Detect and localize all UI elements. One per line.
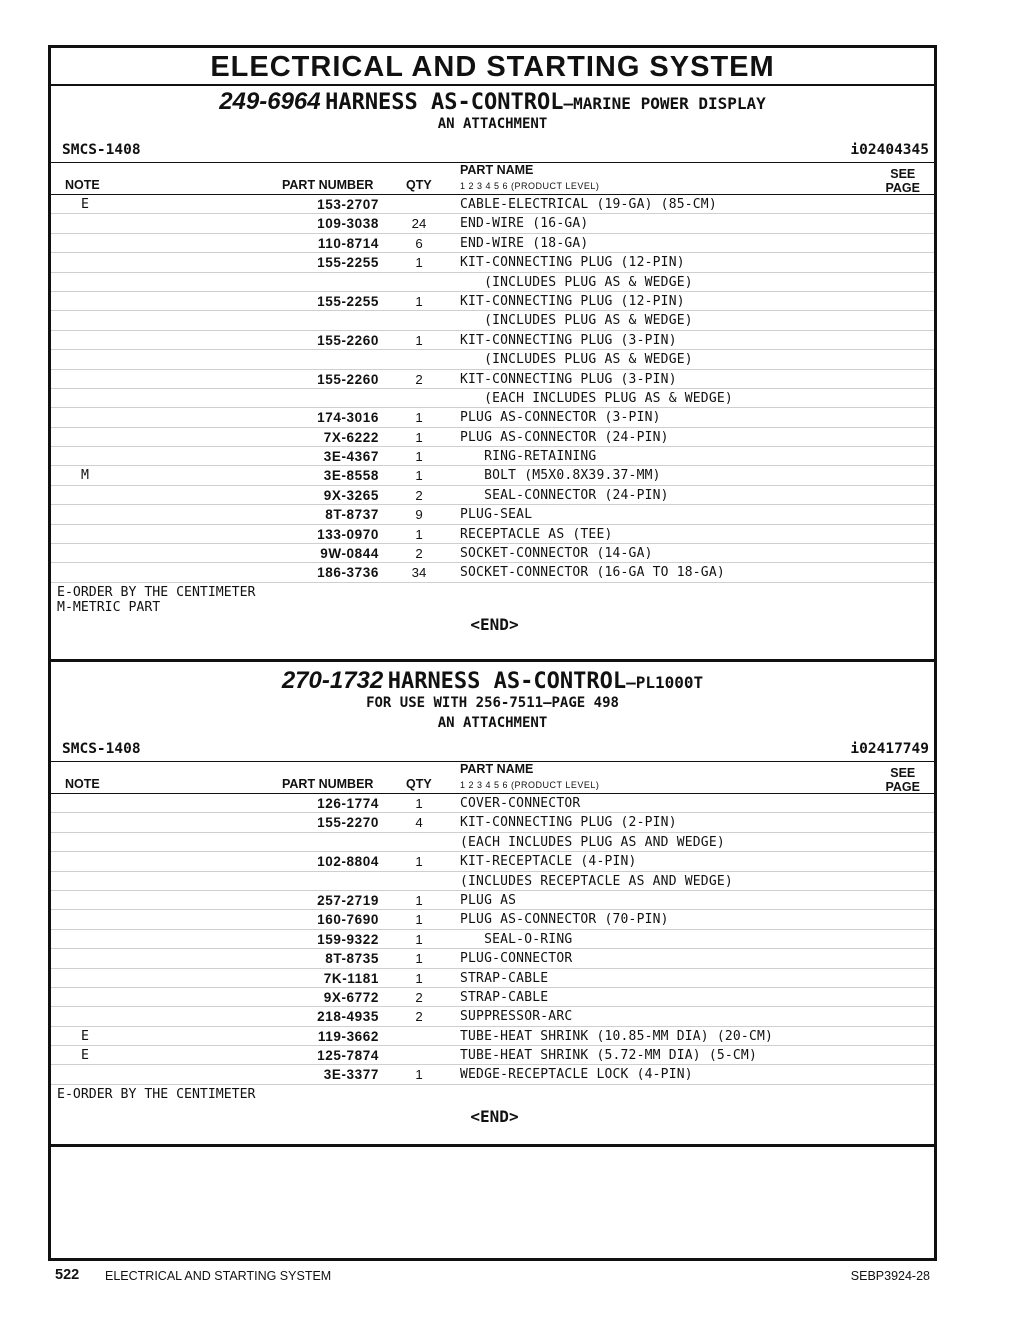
section-part-name: HARNESS AS-CONTROL xyxy=(325,90,564,115)
qty-cell: 1 xyxy=(415,293,423,309)
part-name-cell: (EACH INCLUDES PLUG AS & WEDGE) xyxy=(460,390,733,406)
part-number-cell: 155-2255 xyxy=(317,293,379,309)
note-line: M-METRIC PART xyxy=(57,599,161,615)
part-number-cell: 3E-4367 xyxy=(323,449,379,465)
qty-cell: 1 xyxy=(415,1067,423,1083)
part-number-cell: 102-8804 xyxy=(317,854,379,870)
column-header xyxy=(51,162,934,195)
qty-cell: 1 xyxy=(415,970,423,986)
part-number-cell: 110-8714 xyxy=(317,235,379,251)
section-divider xyxy=(51,659,934,662)
part-number-cell: 8T-8737 xyxy=(325,507,379,523)
part-number-cell: 257-2719 xyxy=(317,892,379,908)
part-name-cell: KIT-CONNECTING PLUG (3-PIN) xyxy=(460,371,677,387)
part-number-cell: 155-2260 xyxy=(317,371,379,387)
part-name-cell: STRAP-CABLE xyxy=(460,989,549,1005)
col-part-number: PART NUMBER xyxy=(282,178,374,192)
notes-block xyxy=(51,583,934,617)
col-see-page: SEE PAGE xyxy=(885,766,920,794)
note-line: E-ORDER BY THE CENTIMETER xyxy=(57,1086,256,1102)
col-product-level: 1 2 3 4 5 6 (PRODUCT LEVEL) xyxy=(460,780,600,790)
part-name-cell: PLUG AS-CONNECTOR (24-PIN) xyxy=(460,429,669,445)
part-name-cell: (INCLUDES RECEPTACLE AS AND WEDGE) xyxy=(460,873,733,889)
page-footer xyxy=(55,1267,930,1287)
part-number-cell: 125-7874 xyxy=(317,1048,379,1064)
page-title: ELECTRICAL AND STARTING SYSTEM xyxy=(51,48,934,86)
table-row xyxy=(51,214,934,233)
part-number-cell: 153-2707 xyxy=(317,197,379,212)
qty-cell: 1 xyxy=(415,526,423,542)
note-cell: M xyxy=(81,468,89,484)
part-number-cell: 186-3736 xyxy=(317,565,379,581)
qty-cell: 9 xyxy=(415,507,423,523)
note-cell: E xyxy=(81,197,89,212)
table-row xyxy=(51,253,934,272)
part-name-cell: KIT-CONNECTING PLUG (2-PIN) xyxy=(460,815,677,831)
col-product-level: 1 2 3 4 5 6 (PRODUCT LEVEL) xyxy=(460,181,600,191)
section-part-name: HARNESS AS-CONTROL xyxy=(387,669,627,694)
table-row xyxy=(51,408,934,427)
col-see-page: SEE PAGE xyxy=(885,167,920,195)
section-description: —MARINE POWER DISPLAY xyxy=(563,94,766,113)
smcs-line xyxy=(51,741,934,761)
part-number-cell: 7X-6222 xyxy=(323,429,379,445)
section-divider xyxy=(51,1144,934,1147)
section-title xyxy=(51,665,934,693)
table-row xyxy=(51,1065,934,1084)
table-row xyxy=(51,891,934,910)
part-name-cell: BOLT (M5X0.8X39.37-MM) xyxy=(460,468,661,484)
note-cell: E xyxy=(81,1048,89,1064)
part-number-cell: 9W-0844 xyxy=(320,546,379,562)
notes-block xyxy=(51,1085,934,1107)
section-subtitle: AN ATTACHMENT xyxy=(437,116,548,132)
note-line: E-ORDER BY THE CENTIMETER xyxy=(57,584,256,600)
part-name-cell: PLUG AS xyxy=(460,892,517,908)
parts-section-1 xyxy=(51,86,934,634)
part-name-cell: KIT-RECEPTACLE (4-PIN) xyxy=(460,854,637,870)
section-subtitle: FOR USE WITH 256-7511—PAGE 498 xyxy=(366,695,619,711)
col-part-number: PART NUMBER xyxy=(282,777,374,791)
table-row xyxy=(51,505,934,524)
col-qty: QTY xyxy=(406,178,432,192)
part-name-cell: RING-RETAINING xyxy=(460,449,597,465)
section-part-number: 249-6964 xyxy=(219,88,321,115)
table-row xyxy=(51,833,934,852)
part-name-cell: CABLE-ELECTRICAL (19-GA) (85-CM) xyxy=(460,197,717,212)
table-row xyxy=(51,486,934,505)
table-row xyxy=(51,988,934,1007)
col-note: NOTE xyxy=(65,178,100,192)
qty-cell: 1 xyxy=(415,854,423,870)
part-name-cell: (INCLUDES PLUG AS & WEDGE) xyxy=(460,274,693,290)
part-name-cell: TUBE-HEAT SHRINK (5.72-MM DIA) (5-CM) xyxy=(460,1048,757,1064)
smcs-code: SMCS-1408 xyxy=(62,142,141,158)
table-row xyxy=(51,447,934,466)
table-row xyxy=(51,1007,934,1026)
part-number-cell: 109-3038 xyxy=(317,216,379,232)
part-name-cell: (INCLUDES PLUG AS & WEDGE) xyxy=(460,313,693,329)
part-number-cell: 7K-1181 xyxy=(323,970,379,986)
part-name-cell: WEDGE-RECEPTACLE LOCK (4-PIN) xyxy=(460,1067,693,1083)
footer-section-name: ELECTRICAL AND STARTING SYSTEM xyxy=(105,1269,332,1283)
illustration-ref: i02417749 xyxy=(850,741,929,757)
table-row xyxy=(51,311,934,330)
page-frame xyxy=(48,45,937,1261)
part-number-cell: 133-0970 xyxy=(317,526,379,542)
column-header xyxy=(51,761,934,794)
qty-cell: 1 xyxy=(415,449,423,465)
parts-section-2 xyxy=(51,665,934,1126)
document-id: SEBP3924-28 xyxy=(850,1269,930,1283)
table-row xyxy=(51,872,934,891)
table-row xyxy=(51,969,934,988)
part-name-cell: COVER-CONNECTOR xyxy=(460,796,581,811)
part-number-cell: 174-3016 xyxy=(317,410,379,426)
part-name-cell: PLUG AS-CONNECTOR (70-PIN) xyxy=(460,912,669,928)
part-name-cell: STRAP-CABLE xyxy=(460,970,549,986)
part-number-cell: 3E-8558 xyxy=(323,468,379,484)
part-name-cell: (INCLUDES PLUG AS & WEDGE) xyxy=(460,352,693,368)
qty-cell: 1 xyxy=(415,796,423,811)
smcs-code: SMCS-1408 xyxy=(62,741,141,757)
part-number-cell: 9X-6772 xyxy=(323,989,379,1005)
col-qty: QTY xyxy=(406,777,432,791)
col-part-name: PART NAME xyxy=(460,163,534,177)
col-part-name: PART NAME xyxy=(460,762,534,776)
table-row xyxy=(51,273,934,292)
table-row xyxy=(51,370,934,389)
qty-cell: 1 xyxy=(415,332,423,348)
qty-cell: 1 xyxy=(415,912,423,928)
qty-cell: 1 xyxy=(415,892,423,908)
qty-cell: 1 xyxy=(415,429,423,445)
qty-cell: 2 xyxy=(415,487,423,503)
part-name-cell: PLUG-CONNECTOR xyxy=(460,951,573,967)
illustration-ref: i02404345 xyxy=(850,142,929,158)
table-row xyxy=(51,1027,934,1046)
part-number-cell: 159-9322 xyxy=(317,931,379,947)
table-row xyxy=(51,350,934,369)
part-number-cell: 155-2255 xyxy=(317,255,379,271)
qty-cell: 1 xyxy=(415,951,423,967)
smcs-line xyxy=(51,142,934,162)
qty-cell: 2 xyxy=(415,546,423,562)
table-row xyxy=(51,949,934,968)
qty-cell: 2 xyxy=(415,989,423,1005)
part-name-cell: PLUG-SEAL xyxy=(460,507,533,523)
part-number-cell: 155-2270 xyxy=(317,815,379,831)
qty-cell: 6 xyxy=(415,235,423,251)
qty-cell: 1 xyxy=(415,468,423,484)
parts-table xyxy=(51,195,934,583)
part-name-cell: SOCKET-CONNECTOR (14-GA) xyxy=(460,546,653,562)
table-row xyxy=(51,389,934,408)
table-row xyxy=(51,292,934,311)
parts-table xyxy=(51,794,934,1085)
table-row xyxy=(51,466,934,485)
qty-cell: 1 xyxy=(415,931,423,947)
page-number: 522 xyxy=(55,1267,80,1283)
part-name-cell: KIT-CONNECTING PLUG (3-PIN) xyxy=(460,332,677,348)
part-number-cell: 119-3662 xyxy=(317,1028,379,1044)
end-marker: <END> xyxy=(470,1106,519,1126)
table-row xyxy=(51,813,934,832)
table-row xyxy=(51,1046,934,1065)
section-title xyxy=(51,86,934,114)
qty-cell: 2 xyxy=(415,1009,423,1025)
qty-cell: 1 xyxy=(415,410,423,426)
part-name-cell: (EACH INCLUDES PLUG AS AND WEDGE) xyxy=(460,834,725,850)
table-row xyxy=(51,544,934,563)
table-row xyxy=(51,910,934,929)
table-row xyxy=(51,930,934,949)
table-row xyxy=(51,852,934,871)
part-name-cell: SOCKET-CONNECTOR (16-GA TO 18-GA) xyxy=(460,565,725,581)
part-name-cell: END-WIRE (16-GA) xyxy=(460,216,589,232)
table-row xyxy=(51,234,934,253)
note-cell: E xyxy=(81,1028,89,1044)
part-number-cell: 160-7690 xyxy=(317,912,379,928)
part-name-cell: KIT-CONNECTING PLUG (12-PIN) xyxy=(460,255,685,271)
part-name-cell: RECEPTACLE AS (TEE) xyxy=(460,526,613,542)
table-row xyxy=(51,428,934,447)
table-row xyxy=(51,331,934,350)
section-description: —PL1000T xyxy=(626,673,704,692)
part-number-cell: 8T-8735 xyxy=(325,951,379,967)
table-row xyxy=(51,195,934,214)
part-name-cell: END-WIRE (18-GA) xyxy=(460,235,589,251)
part-number-cell: 3E-3377 xyxy=(323,1067,379,1083)
col-note: NOTE xyxy=(65,777,100,791)
part-number-cell: 126-1774 xyxy=(317,796,379,811)
qty-cell: 24 xyxy=(411,216,427,232)
part-name-cell: SUPPRESSOR-ARC xyxy=(460,1009,573,1025)
part-name-cell: SEAL-O-RING xyxy=(460,931,573,947)
part-number-cell: 218-4935 xyxy=(317,1009,379,1025)
qty-cell: 2 xyxy=(415,371,423,387)
part-number-cell: 9X-3265 xyxy=(323,487,379,503)
part-number-cell: 155-2260 xyxy=(317,332,379,348)
end-marker: <END> xyxy=(470,614,519,634)
part-name-cell: TUBE-HEAT SHRINK (10.85-MM DIA) (20-CM) xyxy=(460,1028,774,1044)
section-part-number: 270-1732 xyxy=(281,667,384,694)
part-name-cell: PLUG AS-CONNECTOR (3-PIN) xyxy=(460,410,661,426)
qty-cell: 1 xyxy=(415,255,423,271)
table-row xyxy=(51,563,934,582)
qty-cell: 4 xyxy=(415,815,423,831)
table-row xyxy=(51,525,934,544)
part-name-cell: KIT-CONNECTING PLUG (12-PIN) xyxy=(460,293,685,309)
part-name-cell: SEAL-CONNECTOR (24-PIN) xyxy=(460,487,669,503)
qty-cell: 34 xyxy=(411,565,427,581)
section-subtitle: AN ATTACHMENT xyxy=(437,715,548,731)
table-row xyxy=(51,794,934,813)
